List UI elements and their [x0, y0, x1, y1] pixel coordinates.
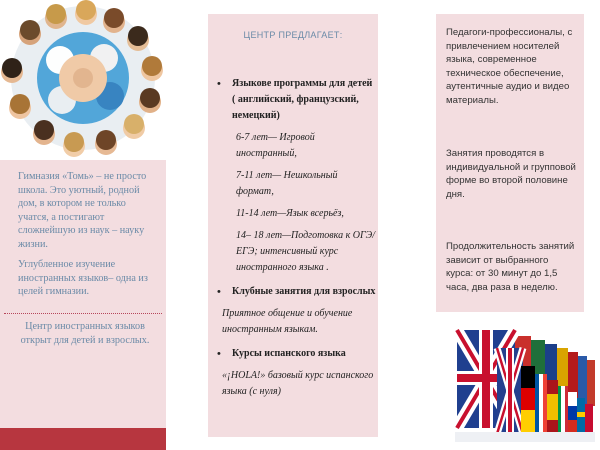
- offer-spanish-course-desc: «¡HOLA!» базовый курс испанского языка (с нуля): [222, 370, 374, 397]
- right-panel: [436, 14, 584, 312]
- students-circle-photo: [0, 0, 166, 160]
- schedule-paragraph: Занятия проводятся в индивидуальной и групповой форме во второй половине дня.: [446, 148, 576, 200]
- flag-books-image: [455, 318, 595, 442]
- left-centre-note: Центр иностранных языков открыт для детей и взрослых.: [20, 321, 150, 346]
- offer-age-7-11: 7-11 лет— Нешкольный формат,: [236, 170, 338, 197]
- offer-age-14-18: 14– 18 лет—Подготовка к ОГЭ/ЕГЭ; интенсивный курс иностранного языка .: [236, 230, 375, 273]
- offer-age-6-7: 6-7 лет— Игровой иностранный,: [236, 132, 315, 159]
- duration-paragraph: Продолжительность занятий зависит от выбранного курса: от 30 минут до 1,5 часа, два раза в неделю.: [446, 241, 575, 293]
- offer-children-programs: • Языкове программы для детей ( английский, французский, немецкий): [216, 76, 376, 124]
- offer-adult-club: • Клубные занятия для взрослых: [216, 284, 376, 300]
- left-panel: [0, 0, 166, 450]
- offer-age-11-14: 11-14 лет—Язык всерьёз,: [236, 208, 344, 219]
- offers-list: [216, 76, 376, 408]
- red-footer-band: [0, 428, 166, 450]
- teachers-paragraph: Педагоги-профессионалы, с привлечением носителей языка, современное техническое обеспечение, аутентичные аудио и видео материалы.: [446, 27, 573, 106]
- offer-spanish-courses: • Курсы испанского языка: [216, 346, 376, 362]
- offer-adult-club-desc: Приятное общение и обучение иностранным языкам.: [222, 308, 353, 335]
- centre-offers-title: ЦЕНТР ПРЕДЛАГАЕТ:: [243, 30, 343, 40]
- left-paragraph-1: Гимназия «Томь» – не просто школа. Это уютный, родной дом, в котором не только учатся, а постигают сложнейшую из наук – науку жизни.: [18, 171, 147, 250]
- left-intro-text: [18, 170, 156, 306]
- left-paragraph-2: Углубленное изучение иностранных языков– одна из целей гимназии.: [18, 259, 148, 297]
- dotted-divider: [4, 313, 162, 314]
- middle-panel: [208, 14, 378, 437]
